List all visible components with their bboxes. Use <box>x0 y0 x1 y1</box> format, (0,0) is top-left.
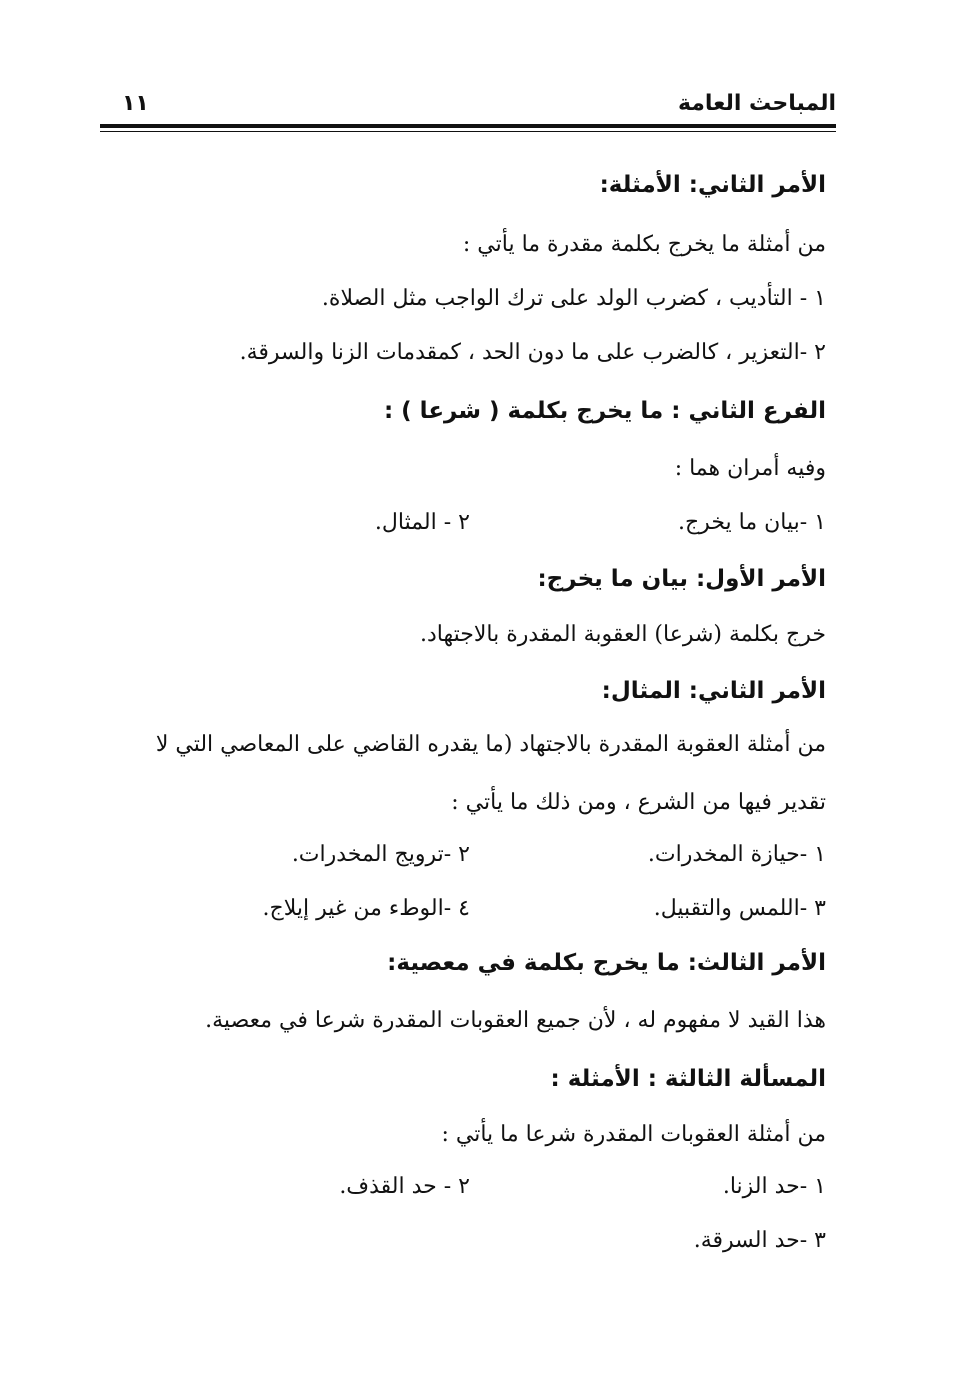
paragraph-line: تقدير فيها من الشرع ، ومن ذلك ما يأتي : <box>451 790 826 815</box>
list-item: ٢ -التعزير ، كالضرب على ما دون الحد ، كمقدمات الزنا والسرقة. <box>239 340 826 365</box>
section-heading: الأمر الثالث: ما يخرج بكلمة في معصية: <box>387 950 826 976</box>
list-item: ٣ -حد السرقة. <box>693 1228 826 1253</box>
list-item: ٤ -الوطء من غير إيلاج. <box>262 896 470 921</box>
list-item: ٢ - المثال. <box>374 510 470 535</box>
section-heading: الأمر الثاني: الأمثلة: <box>599 172 826 198</box>
list-item: ١ -بيان ما يخرج. <box>677 510 826 535</box>
page-header <box>100 88 836 128</box>
list-item: ١ -حد الزنا. <box>722 1174 826 1199</box>
paragraph-line: من أمثلة ما يخرج بكلمة مقدرة ما يأتي : <box>462 232 826 257</box>
list-item: ٣ -اللمس والتقبيل. <box>653 896 826 921</box>
paragraph-line: من أمثلة العقوبات المقدرة شرعا ما يأتي : <box>441 1122 826 1147</box>
section-heading: الأمر الأول: بيان ما يخرج: <box>537 566 826 592</box>
list-item: ٢ -ترويج المخدرات. <box>291 842 470 867</box>
header-rule-thin <box>100 131 836 132</box>
paragraph-line: خرج بكلمة (شرعا) العقوبة المقدرة بالاجتهاد. <box>420 622 826 647</box>
list-item: ١ -حيازة المخدرات. <box>647 842 826 867</box>
paragraph-line: هذا القيد لا مفهوم له ، لأن جميع العقوبات المقدرة شرعا في معصية. <box>205 1008 826 1033</box>
list-item: ١ - التأديب ، كضرب الولد على ترك الواجب مثل الصلاة. <box>321 286 826 311</box>
paragraph-line: من أمثلة العقوبة المقدرة بالاجتهاد (ما يقدره القاضي على المعاصي التي لا <box>155 732 826 757</box>
section-heading: الفرع الثاني : ما يخرج بكلمة ( شرعا ) : <box>383 398 826 424</box>
paragraph-line: وفيه أمران هما : <box>674 456 826 481</box>
section-heading: الأمر الثاني: المثال: <box>601 678 826 704</box>
header-rule-thick <box>100 124 836 128</box>
running-title: المباحث العامة <box>677 91 836 116</box>
page-number: ١١ <box>122 91 149 116</box>
list-item: ٢ - حد القذف. <box>339 1174 470 1199</box>
section-heading: المسألة الثالثة : الأمثلة : <box>550 1066 826 1092</box>
